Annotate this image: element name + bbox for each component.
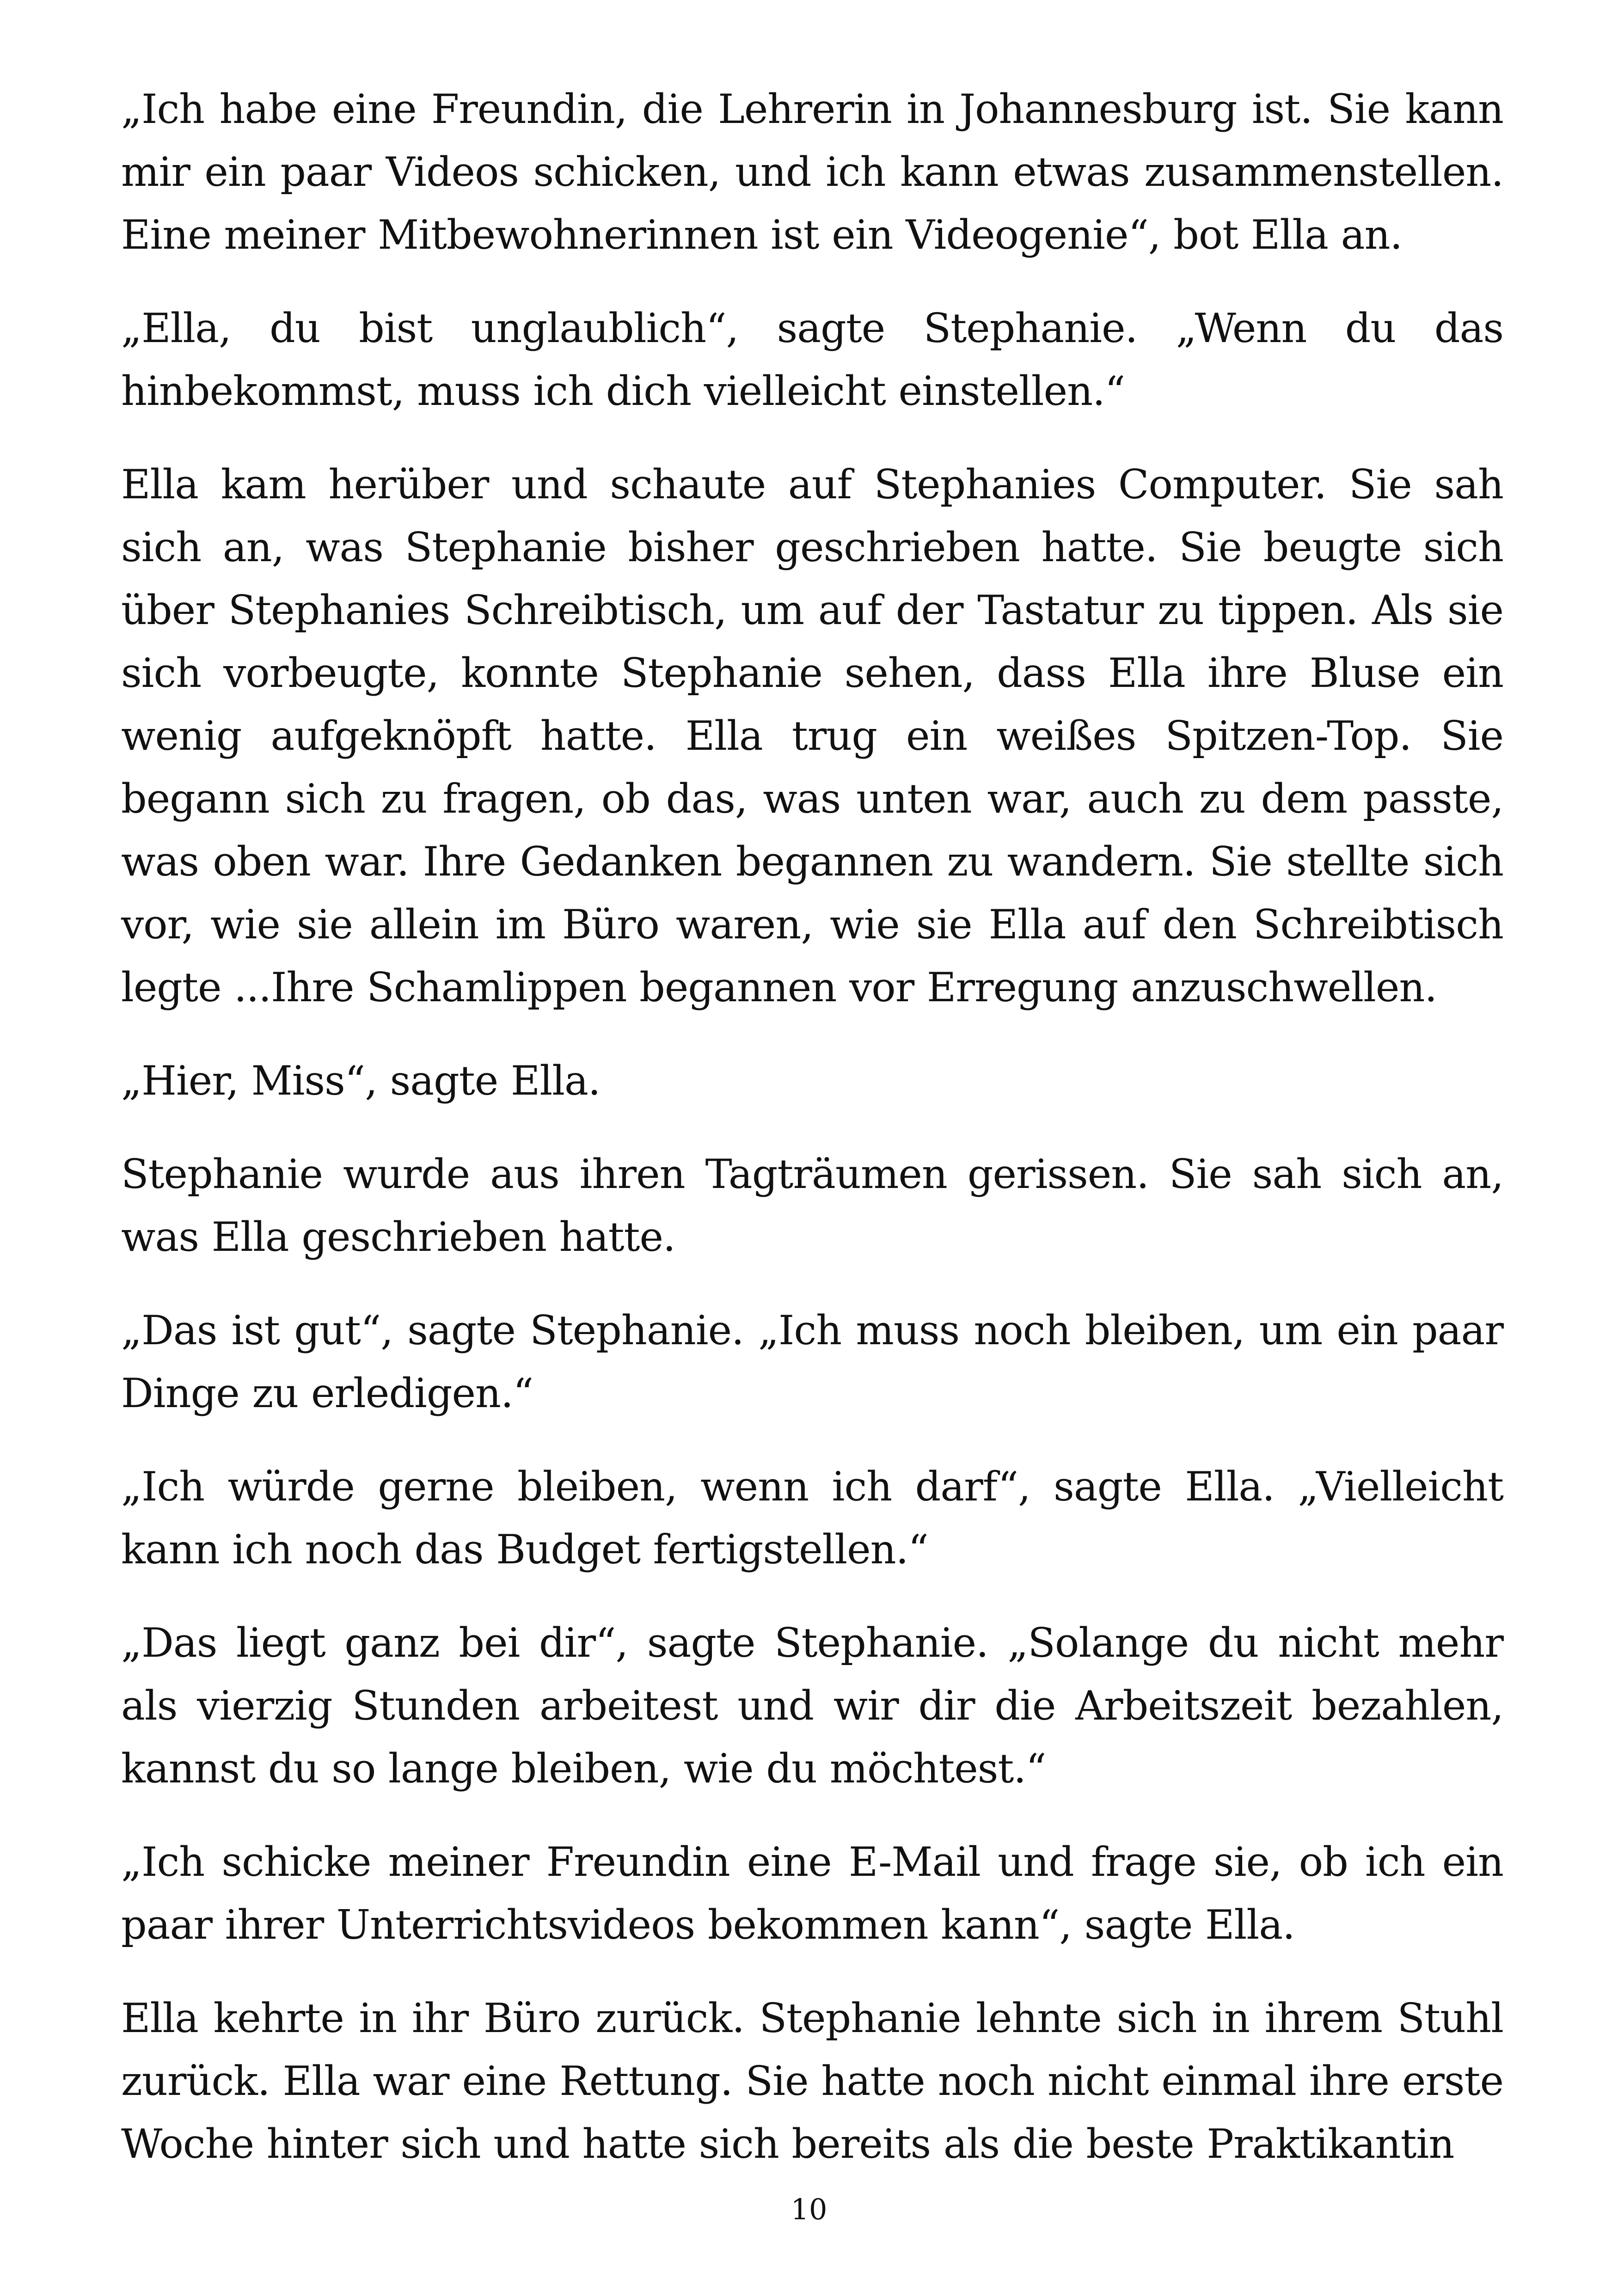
paragraph: „Ich habe eine Freundin, die Lehrerin in Johannesburg ist. Sie kann mir ein paar Videos schicken, und ich kann etwas zusammenstellen. Eine meiner Mitbewohnerinnen ist ein Videogenie“, bot Ella an. [121,86,1503,258]
paragraph: Stephanie wurde aus ihren Tagträumen gerissen. Sie sah sich an, was Ella geschrieben hatte. [121,1151,1503,1261]
paragraph: „Hier, Miss“, sagte Ella. [121,1057,601,1104]
paragraph: „Ich schicke meiner Freundin eine E-Mail und frage sie, ob ich ein paar ihrer Unterrichtsvideos bekommen kann“, sagte Ella. [121,1838,1503,1948]
paragraph: „Das liegt ganz bei dir“, sagte Stephanie. „Solange du nicht mehr als vierzig Stunden arbeitest und wir dir die Arbeitszeit bezahlen, kannst du so lange bleiben, wie du möchtest.“ [121,1619,1503,1792]
paragraph: „Das ist gut“, sagte Stephanie. „Ich muss noch bleiben, um ein paar Dinge zu erledigen.“ [121,1307,1503,1417]
paragraph: „Ella, du bist unglaublich“, sagte Stephanie. „Wenn du das hinbekommst, muss ich dich vielleicht einstellen.“ [121,305,1503,415]
paragraph: Ella kam herüber und schaute auf Stephanies Computer. Sie sah sich an, was Stephanie bisher geschrieben hatte. Sie beugte sich über Stephanies Schreibtisch, um auf der Tastatur zu tippen. Als sie sich vorbeugte, konnte Stephanie sehen, dass Ella ihre Bluse ein wenig aufgeknöpft hatte. Ella trug ein weißes Spitzen-Top. Sie begann sich zu fragen, ob das, was unten war, auch zu dem passte, was oben war. Ihre Gedanken begannen zu wandern. Sie stellte sich vor, wie sie allein im Büro waren, wie sie Ella auf den Schreibtisch legte ...Ihre Schamlippen begannen vor Erregung anzuschwellen. [121,461,1503,1011]
paragraph: „Ich würde gerne bleiben, wenn ich darf“, sagte Ella. „Vielleicht kann ich noch das Budget fertigstellen.“ [121,1463,1503,1573]
paragraph: Ella kehrte in ihr Büro zurück. Stephanie lehnte sich in ihrem Stuhl zurück. Ella war eine Rettung. Sie hatte noch nicht einmal ihre erste Woche hinter sich und hatte sich bereits als die beste Praktikantin [121,1995,1503,2167]
page-body [121,78,1503,2206]
page-number: 10 [791,2192,827,2226]
